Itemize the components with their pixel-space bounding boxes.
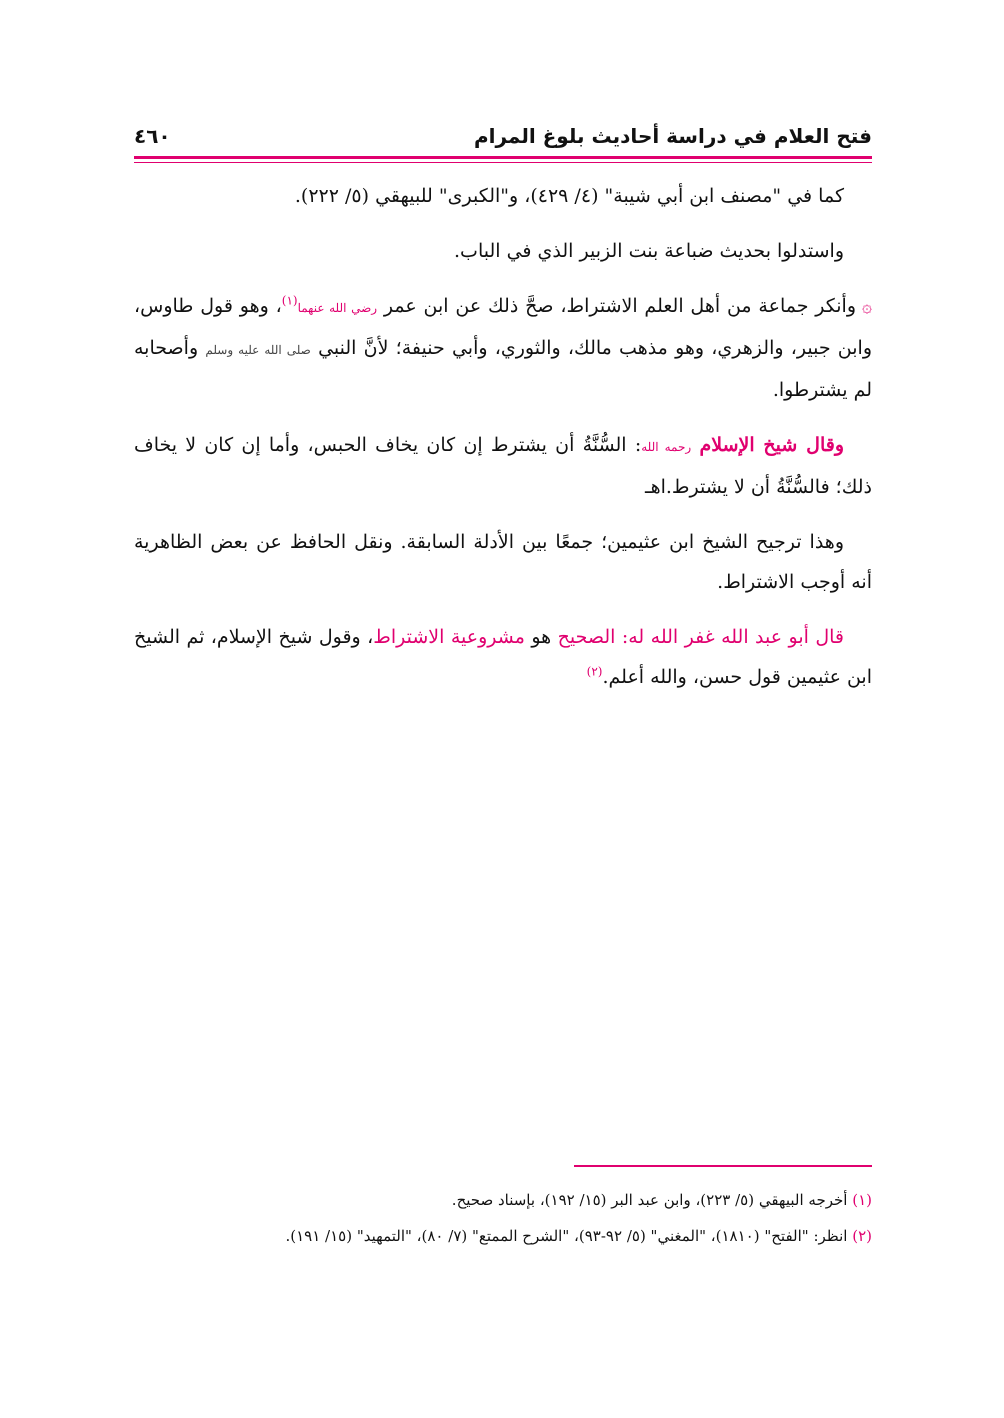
ornament-icon: ۞ bbox=[862, 297, 872, 317]
connector-word: هو bbox=[531, 626, 552, 648]
author-speaker: قال أبو عبد الله غفر الله له: bbox=[621, 626, 845, 648]
footnote-ref-1[interactable]: (١) bbox=[281, 293, 298, 308]
footnote-2 bbox=[134, 1222, 872, 1250]
highlight-mashruiyya: مشروعية الاشتراط bbox=[373, 626, 525, 648]
footnote-1-number: (١) bbox=[852, 1191, 872, 1209]
footnote-2-text: انظر: "الفتح" (١٨١٠)، "المغني" (٥/ ٩٢-٩٣)، "الشرح الممتع" (٧/ ٨٠)، "التمهيد" (١٥/ ١٩١). bbox=[285, 1227, 848, 1245]
header-rule-thick bbox=[134, 156, 872, 159]
paragraph-4 bbox=[134, 425, 872, 507]
paragraph-3-text-c: وأصحابه لم يشترطوا. bbox=[134, 337, 872, 401]
footnote-separator bbox=[574, 1165, 872, 1167]
header-rule-thin bbox=[134, 162, 872, 163]
paragraph-3-text-b: ، وهو قول طاوس، وابن جبير، والزهري، وهو مذهب مالك، والثوري، وأبي حنيفة؛ لأنَّ النبي bbox=[134, 295, 872, 359]
highlight-sahih: الصحيح bbox=[557, 626, 616, 648]
paragraph-5: وهذا ترجيح الشيخ ابن عثيمين؛ جمعًا بين الأدلة السابقة. ونقل الحافظ عن بعض الظاهرية أنه أوجب الاشتراط. bbox=[134, 531, 872, 593]
body-text bbox=[134, 176, 872, 712]
paragraph-1: كما في "مصنف ابن أبي شيبة" (٤/ ٤٢٩)، و"الكبرى" للبيهقي (٥/ ٢٢٢). bbox=[294, 185, 844, 207]
paragraph-6 bbox=[134, 617, 872, 697]
paragraph-6-text: ، وقول شيخ الإسلام، ثم الشيخ ابن عثيمين قول حسن، والله أعلم. bbox=[134, 626, 872, 688]
paragraph-4-text: : السُّنَّةُ أن يشترط إن كان يخاف الحبس، وأما إن كان لا يخاف ذلك؛ فالسُّنَّةُ أن لا يشترط.اهـ bbox=[134, 434, 872, 498]
footnote-1 bbox=[134, 1186, 872, 1214]
footnote-ref-2[interactable]: (٢) bbox=[586, 664, 603, 679]
footnotes bbox=[134, 1186, 872, 1258]
speaker-shaykh-al-islam: وقال شيخ الإسلام bbox=[699, 434, 844, 456]
paragraph-2: واستدلوا بحديث ضباعة بنت الزبير الذي في الباب. bbox=[454, 240, 844, 262]
honorific-rahimahullah: رحمه الله bbox=[641, 440, 692, 454]
page-number: ٤٦٠ bbox=[134, 124, 171, 148]
running-title: فتح العلام في دراسة أحاديث بلوغ المرام bbox=[473, 124, 872, 148]
page-header bbox=[134, 118, 872, 154]
honorific-radiallahu: رضي الله عنهما bbox=[297, 301, 378, 315]
paragraph-3-text-a: وأنكر جماعة من أهل العلم الاشتراط، صحَّ ذلك عن ابن عمر bbox=[383, 295, 857, 317]
footnote-2-number: (٢) bbox=[852, 1227, 872, 1245]
paragraph-3 bbox=[134, 286, 872, 410]
honorific-salla: صلى الله عليه وسلم bbox=[205, 343, 311, 357]
footnote-1-text: أخرجه البيهقي (٥/ ٢٢٣)، وابن عبد البر (١٥/ ١٩٢)، بإسناد صحيح. bbox=[451, 1191, 848, 1209]
